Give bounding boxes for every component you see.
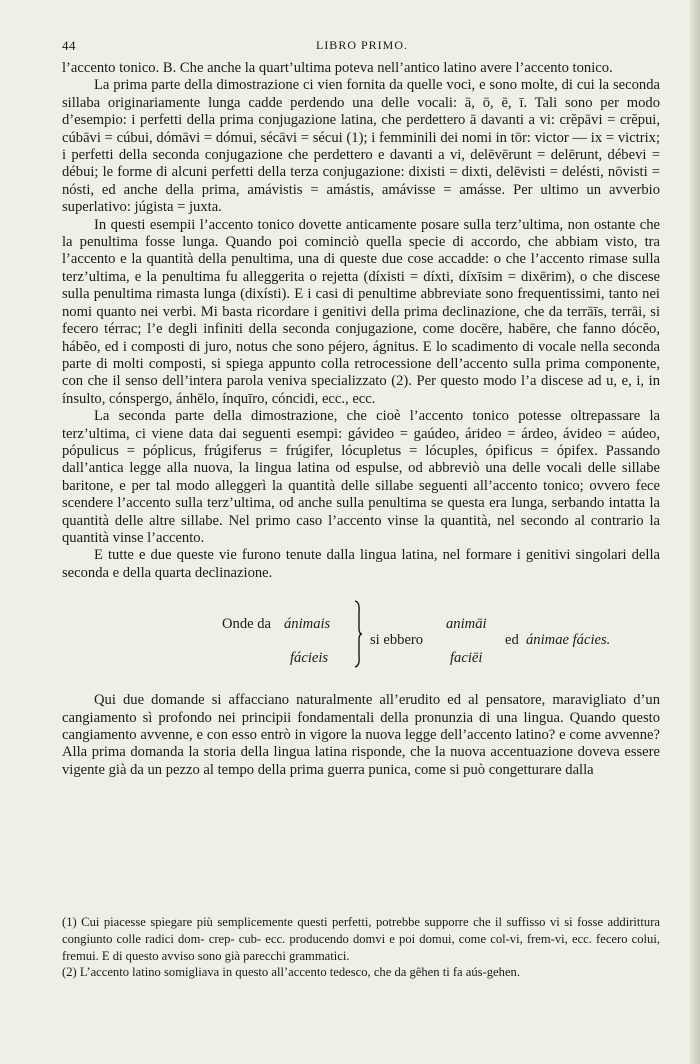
footnote: (1) Cui piacesse spiegare più semplicemente questi perfetti, potrebbe supporre che il suffisso vi si fosse addirittura congiunto colle radici dom- crep- cub- ecc. producendo domvi e poi domui, come col-vi, frem-vi, ecc. fecero colui, fremui. E di questo avviso sono già parecchi grammatici. bbox=[62, 915, 660, 963]
footnotes bbox=[62, 914, 660, 981]
paragraph: In questi esempii l’accento tonico dovette anticamente posare sulla terz’ultima, non ostante che la penultima fosse lunga. Quando poi cominciò quella specie di accordo, che abbiam visto, tra l’accento e la quantità della penultima, una di queste due cose accadde: o che l’accento rimase sulla terz’ultima, e la penultima fu alleggerita o rejetta (díxisti = díxti, díxīsim = dixērim), o che discese sulla penultima rimasta lunga (dixísti). E i casi di penultime abbreviate sono frequentissimi, tanto nei nomi quanto nei verbi. Mi basta ricordare i genitivi della prima declinazione, che da terrāīs, terrāi, si fecero térrac; l’e degli infiniti della seconda conjugazione, come docēre, habēre, che fanno dócĕo, hábĕo, ed i composti di juro, notus che sono péjero, ágnitus. E lo scadimento di vocale nella seconda parte di molti composti, si spiega appunto colla retrocessione dell’accento sulla prima componente, con che il senso dell’intera parola veniva specializzato (2). Per questo modo l’a discese ad u, e, i, in ínsulto, cónspergo, ánhēlo, ínquīro, cóncidi, ecc., ecc. bbox=[62, 216, 660, 407]
book-edge bbox=[690, 0, 700, 1064]
formula-onde-da: Onde da bbox=[222, 616, 272, 633]
paragraph: E tutte e due queste vie furono tenute dalla lingua latina, nel formare i genitivi singolari della seconda e della quarta declinazione. bbox=[62, 547, 660, 581]
running-title: LIBRO PRIMO. bbox=[315, 38, 408, 52]
footnote: (2) L’accento latino somigliava in questo all’accento tedesco, che da gêhen ti fa aús-gehen. bbox=[62, 965, 520, 980]
formula-si-ebbero: si ebbero bbox=[370, 632, 424, 649]
left-brace-icon bbox=[354, 600, 362, 668]
genitive-formula bbox=[62, 600, 660, 678]
formula-result: ánimae fácies. bbox=[526, 632, 611, 649]
formula-facieis: fácieis bbox=[290, 650, 329, 667]
page-number: 44 bbox=[62, 38, 76, 53]
main-text bbox=[62, 60, 660, 779]
formula-animai: animāi bbox=[446, 616, 487, 633]
paragraph: La seconda parte della dimostrazione, che cioè l’accento tonico potesse oltrepassare la terz’ultima, ci viene data dai seguenti esempi: gávideo = gaúdeo, árideo = árdeo, ávideo = aúdeo, pópulicus = póplicus, frúgiferus = frúgifer, lócupletus = lócuples, ópificus = ópifex. Passando dall’antica legge alla nuova, la lingua latina od espulse, od abbreviò una delle vocali delle sillabe baritone, e per tal modo alleggerì la quantità delle sillabe seguenti all’accento tonico; ovvero fece scendere l’accento sulla terz’ultima, od anche sulla penultima se questa era lunga, serbando intatta la quantità delle altre sillabe. Nel primo caso l’accento vinse la quantità, nel secondo al contrario la quantità vinse l’accento. bbox=[62, 408, 660, 546]
paragraph: Qui due domande si affacciano naturalmente all’erudito ed al pensatore, maravigliato d’un cangiamento sì profondo nei principii fondamentali della pronunzia di una lingua. Quando questo cangiamento avvenne, e con esso entrò in vigore la nuova legge dell’accento latino? e come avvenne? Alla prima domanda la storia della lingua latina risponde, che la nuova accentuazione doveva essere vigente già da un pezzo al tempo della prima guerra punica, come si può congetturare dalla bbox=[62, 692, 660, 778]
formula-faciei: faciēi bbox=[450, 650, 483, 667]
formula-ed: ed bbox=[505, 632, 519, 649]
paragraph: l’accento tonico. B. Che anche la quart’ultima poteva nell’antico latino avere l’accento tonico. bbox=[62, 60, 613, 76]
paragraph: La prima parte della dimostrazione ci vien fornita da quelle voci, e sono molte, di cui la seconda sillaba originariamente lunga cadde perdendo una delle vocali: ā, ō, ē, ī. Tali sono per modo d’esempio: i perfetti della prima conjugazione latina, che perdettero ā davanti a vi: crĕpāvi = crĕpui, cúbāvi = cúbui, dómāvi = dómui, sécāvi = sécui (1); i femminili dei nomi in tōr: victor — ix = victrix; i perfetti della seconda conjugazione che perdettero e davanti a vi, delēvērunt = delērunt, débevi = débui; le forme di alcuni perfetti della terza conjugazione: dixisti = dixti, delēvisti = delésti, nōvisti = nósti, ed anche della prima, amávistis = amástis, amávisse = amásse. Per ultimo un avverbio superlativo: júgista = juxta. bbox=[62, 77, 660, 216]
formula-animais: ánimais bbox=[284, 616, 331, 633]
page-header bbox=[62, 38, 662, 56]
